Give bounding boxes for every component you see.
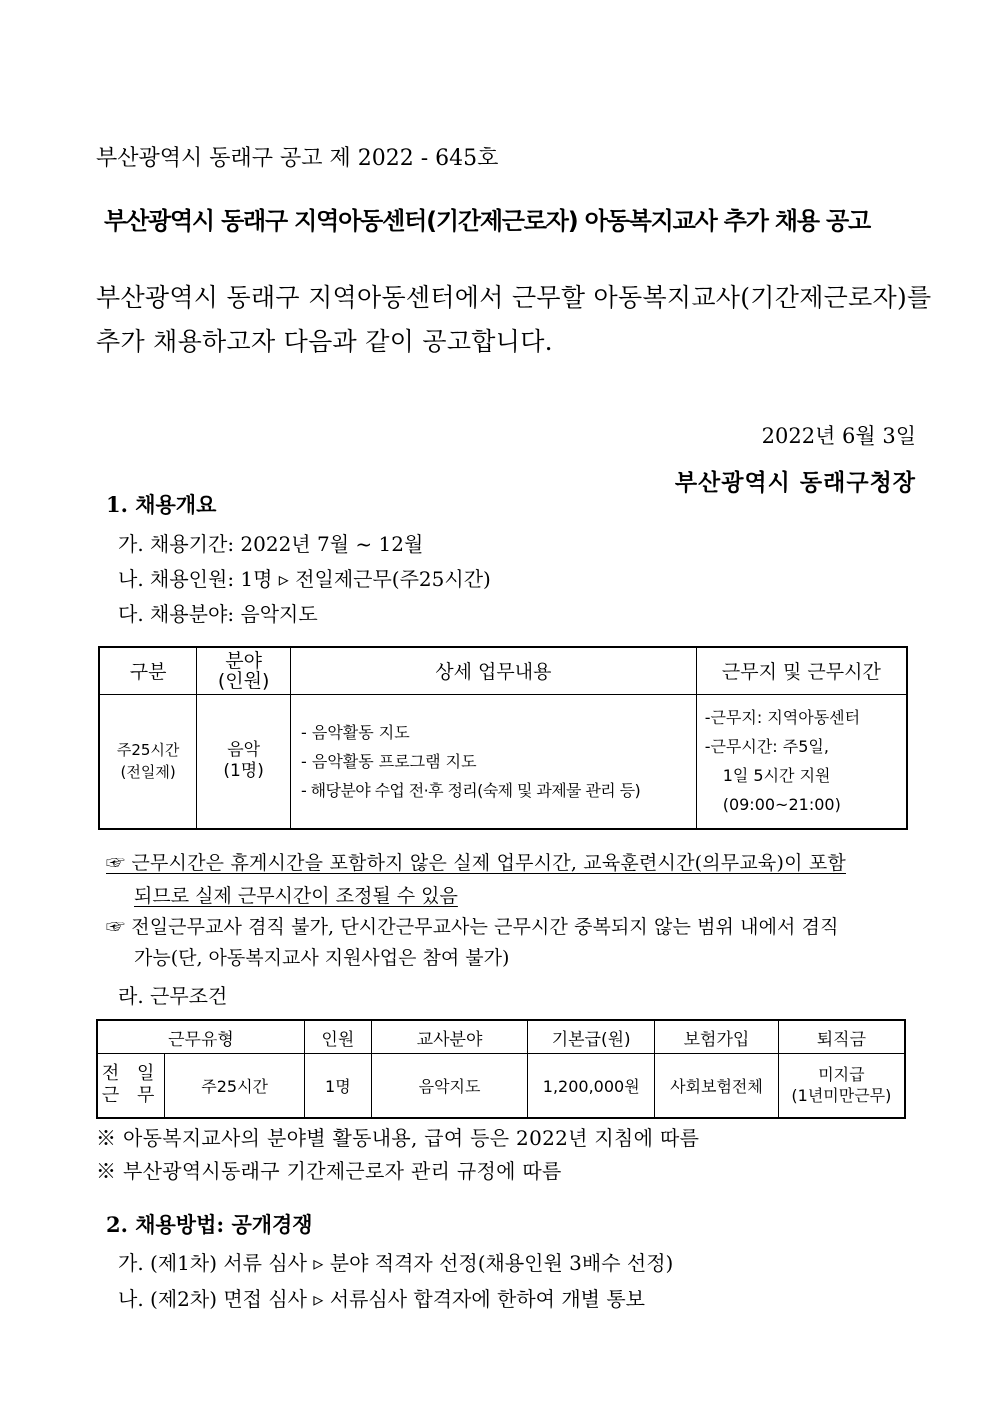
- conditions-table: [96, 1019, 906, 1119]
- header-severance: 퇴직금: [778, 1020, 905, 1054]
- duty-table-header: [99, 647, 907, 694]
- place-line: -근무지: 지역아동센터: [704, 708, 861, 728]
- section1-title: 1. 채용개요: [106, 492, 217, 517]
- cell-teacher-field: 음악지도: [371, 1054, 528, 1118]
- fulltime-line2: 근 무: [101, 1085, 161, 1107]
- notice-date: 2022년 6월 3일: [761, 424, 916, 448]
- header-field-line1: 분야: [225, 649, 262, 672]
- cell-count: 1명: [304, 1054, 371, 1118]
- duty-table: [98, 646, 908, 830]
- header-duties: 상세 업무내용: [291, 647, 697, 694]
- place-line: (09:00~21:00): [722, 795, 841, 815]
- header-teacher-field: 교사분야: [371, 1020, 528, 1054]
- header-field-line2: (인원): [217, 669, 270, 692]
- section2-title: 2. 채용방법: 공개경쟁: [106, 1212, 313, 1237]
- work-conditions-label: 라. 근무조건: [118, 984, 228, 1008]
- cell-base-salary: 1,200,000원: [528, 1054, 655, 1118]
- fulltime-line1: 전 일: [101, 1063, 161, 1085]
- severance-line2: (1년미만근무): [791, 1086, 892, 1106]
- place-line: -근무시간: 주5일,: [704, 737, 829, 757]
- field-line1: 음악: [227, 740, 261, 761]
- place-line: 1일 5시간 지원: [722, 766, 831, 786]
- header-work-type: 근무유형: [97, 1020, 304, 1054]
- notice-number: 부산광역시 동래구 공고 제 2022 - 645호: [96, 146, 499, 171]
- note-work-hours-line2: 되므로 실제 근무시간이 조정될 수 있음: [134, 885, 458, 907]
- issuer-name: 부산광역시 동래구청장: [674, 469, 916, 496]
- recruit-period: 가. 채용기간: 2022년 7월 ~ 12월: [118, 532, 424, 556]
- duty-item: - 음악활동 지도: [301, 722, 410, 742]
- severance-line1: 미지급: [818, 1065, 865, 1085]
- header-base-salary: 기본급(원): [528, 1020, 655, 1054]
- header-category: 구분: [99, 647, 197, 694]
- page-title: 부산광역시 동래구 지역아동센터(기간제근로자) 아동복지교사 추가 채용 공고: [104, 207, 870, 235]
- cell-hours: 주25시간: [165, 1054, 305, 1118]
- intro-text-line1: 부산광역시 동래구 지역아동센터에서 근무할 아동복지교사(기간제근로자)를: [96, 283, 932, 312]
- reference-guideline: ※ 아동복지교사의 분야별 활동내용, 급여 등은 2022년 지침에 따름: [96, 1126, 700, 1150]
- reference-regulation: ※ 부산광역시동래구 기간제근로자 관리 규정에 따름: [96, 1159, 562, 1183]
- note-work-hours-line1: ☞ 근무시간은 휴게시간을 포함하지 않은 실제 업무시간, 교육훈련시간(의무교육)이 포함: [106, 852, 846, 874]
- intro-text-line2: 추가 채용하고자 다음과 같이 공고합니다.: [96, 327, 553, 356]
- note-side-job-line1: ☞ 전일근무교사 겸직 불가, 단시간근무교사는 근무시간 중복되지 않는 범위 내에서 겸직: [106, 916, 839, 938]
- cell-severance: [778, 1054, 905, 1118]
- header-field: [197, 647, 291, 694]
- first-screening: 가. (제1차) 서류 심사 ▹ 분야 적격자 선정(채용인원 3배수 선정): [118, 1251, 674, 1275]
- second-screening: 나. (제2차) 면접 심사 ▹ 서류심사 합격자에 한하여 개별 통보: [118, 1287, 645, 1311]
- work-type-line2: (전일제): [120, 763, 176, 782]
- work-type-line1: 주25시간: [116, 741, 180, 760]
- recruit-count: 나. 채용인원: 1명 ▹ 전일제근무(주25시간): [118, 567, 491, 591]
- conditions-table-row: [97, 1054, 905, 1118]
- cell-work-type: [99, 694, 197, 829]
- conditions-table-header: [97, 1020, 905, 1054]
- header-insurance: 보험가입: [655, 1020, 779, 1054]
- cell-insurance: 사회보험전체: [655, 1054, 779, 1118]
- cell-fulltime: [97, 1054, 165, 1118]
- recruit-field: 다. 채용분야: 음악지도: [118, 602, 318, 626]
- cell-duties: [291, 694, 697, 829]
- cell-place-hours: [696, 694, 907, 829]
- header-count: 인원: [304, 1020, 371, 1054]
- note-side-job-line2: 가능(단, 아동복지교사 지원사업은 참여 불가): [134, 947, 510, 969]
- duty-item: - 음악활동 프로그램 지도: [301, 751, 477, 771]
- duty-table-row: [99, 694, 907, 829]
- cell-field: [197, 694, 291, 829]
- field-line2: (1명): [223, 761, 264, 782]
- duty-item: - 해당분야 수업 전·후 정리(숙제 및 과제물 관리 등): [301, 780, 641, 800]
- header-place-hours: 근무지 및 근무시간: [696, 647, 907, 694]
